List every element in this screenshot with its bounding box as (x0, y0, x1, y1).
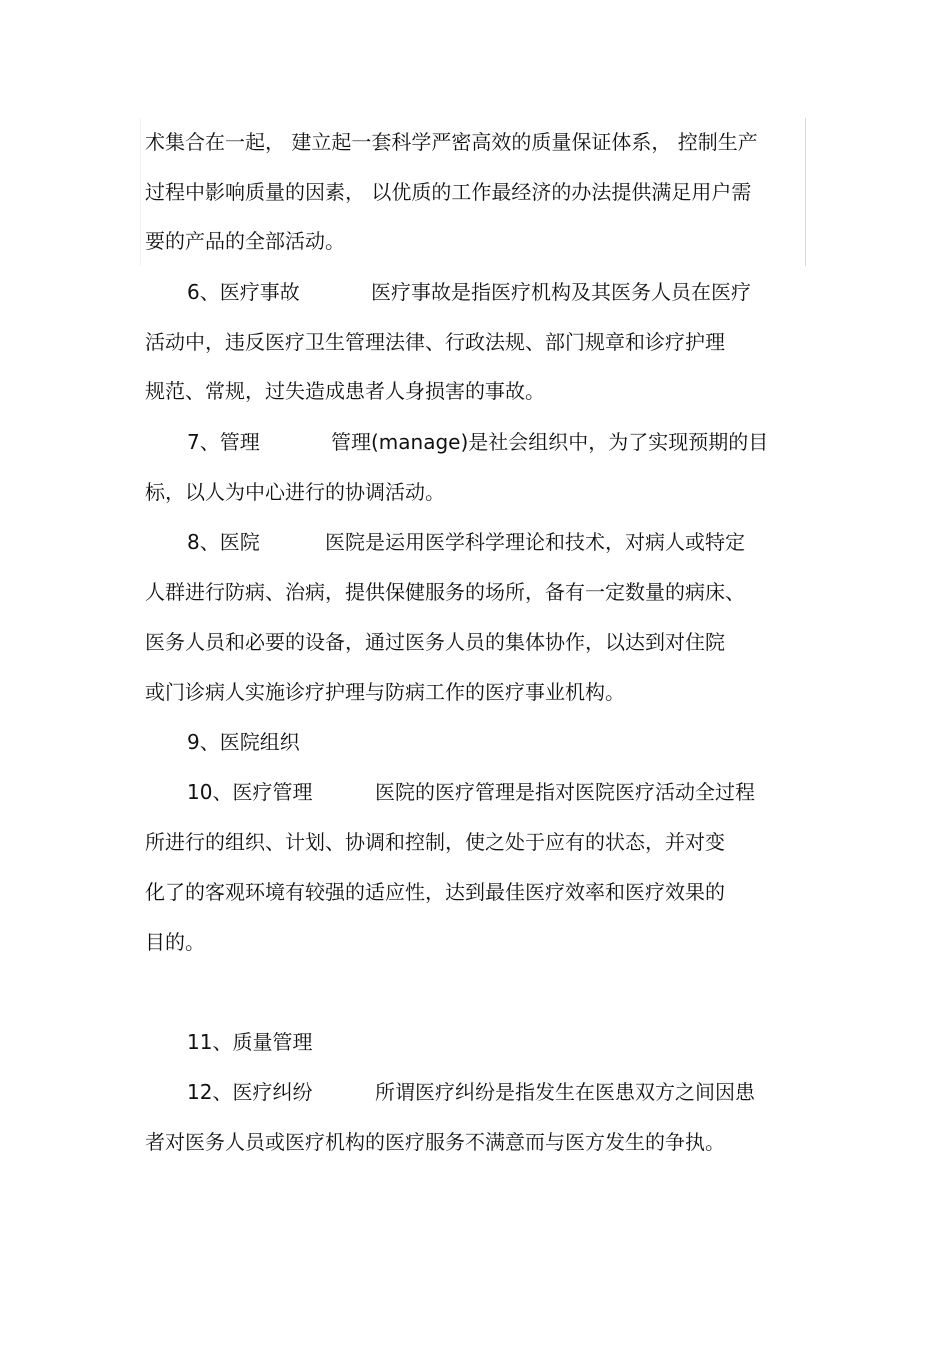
entry-8-line: 或门诊病人实施诊疗护理与防病工作的医疗事业机构。 (145, 680, 625, 704)
intro-line: 术集合在一起， 建立起一套科学严密高效的质量保证体系， 控制生产 (145, 130, 758, 154)
intro-line: 过程中影响质量的因素， 以优质的工作最经济的办法提供满足用户需 (145, 180, 752, 204)
entry-definition: 管理(manage)是社会组织中，为了实现预期的目 (331, 430, 769, 454)
entry-definition: 医院是运用医学科学理论和技术，对病人或特定 (325, 530, 745, 554)
entry-7-line: 标，以人为中心进行的协调活动。 (145, 480, 445, 504)
entry-term: 11、质量管理 (187, 1030, 313, 1054)
entry-term: 9、医院组织 (187, 730, 300, 754)
entry-9-heading (187, 730, 300, 754)
entry-8-line: 医务人员和必要的设备，通过医务人员的集体协作，以达到对住院 (145, 630, 725, 654)
entry-8-heading (187, 530, 745, 554)
entry-definition: 医院的医疗管理是指对医院医疗活动全过程 (375, 780, 755, 804)
entry-6-line: 活动中，违反医疗卫生管理法律、行政法规、部门规章和诊疗护理 (145, 330, 725, 354)
entry-7-heading (187, 430, 769, 454)
entry-definition: 医疗事故是指医疗机构及其医务人员在医疗 (371, 280, 751, 304)
entry-term: 7、管理 (187, 430, 260, 454)
entry-10-line: 化了的客观环境有较强的适应性，达到最佳医疗效率和医疗效果的 (145, 880, 725, 904)
entry-12-heading (187, 1080, 755, 1104)
intro-line: 要的产品的全部活动。 (145, 229, 345, 253)
entry-10-line: 所进行的组织、计划、协调和控制，使之处于应有的状态，并对变 (145, 830, 725, 854)
entry-12-line: 者对医务人员或医疗机构的医疗服务不满意而与医方发生的争执。 (145, 1130, 725, 1154)
entry-term: 8、医院 (187, 530, 260, 554)
entry-10-line: 目的。 (145, 930, 205, 954)
entry-6-heading (187, 280, 751, 304)
entry-6-line: 规范、常规，过失造成患者人身损害的事故。 (145, 379, 545, 403)
entry-term: 12、医疗纠纷 (187, 1080, 313, 1104)
entry-term: 10、医疗管理 (187, 780, 313, 804)
entry-definition: 所谓医疗纠纷是指发生在医患双方之间因患 (375, 1080, 755, 1104)
entry-8-line: 人群进行防病、治病，提供保健服务的场所，备有一定数量的病床、 (145, 580, 745, 604)
entry-11-heading (187, 1030, 312, 1054)
entry-term: 6、医疗事故 (187, 280, 300, 304)
entry-10-heading (187, 780, 755, 804)
